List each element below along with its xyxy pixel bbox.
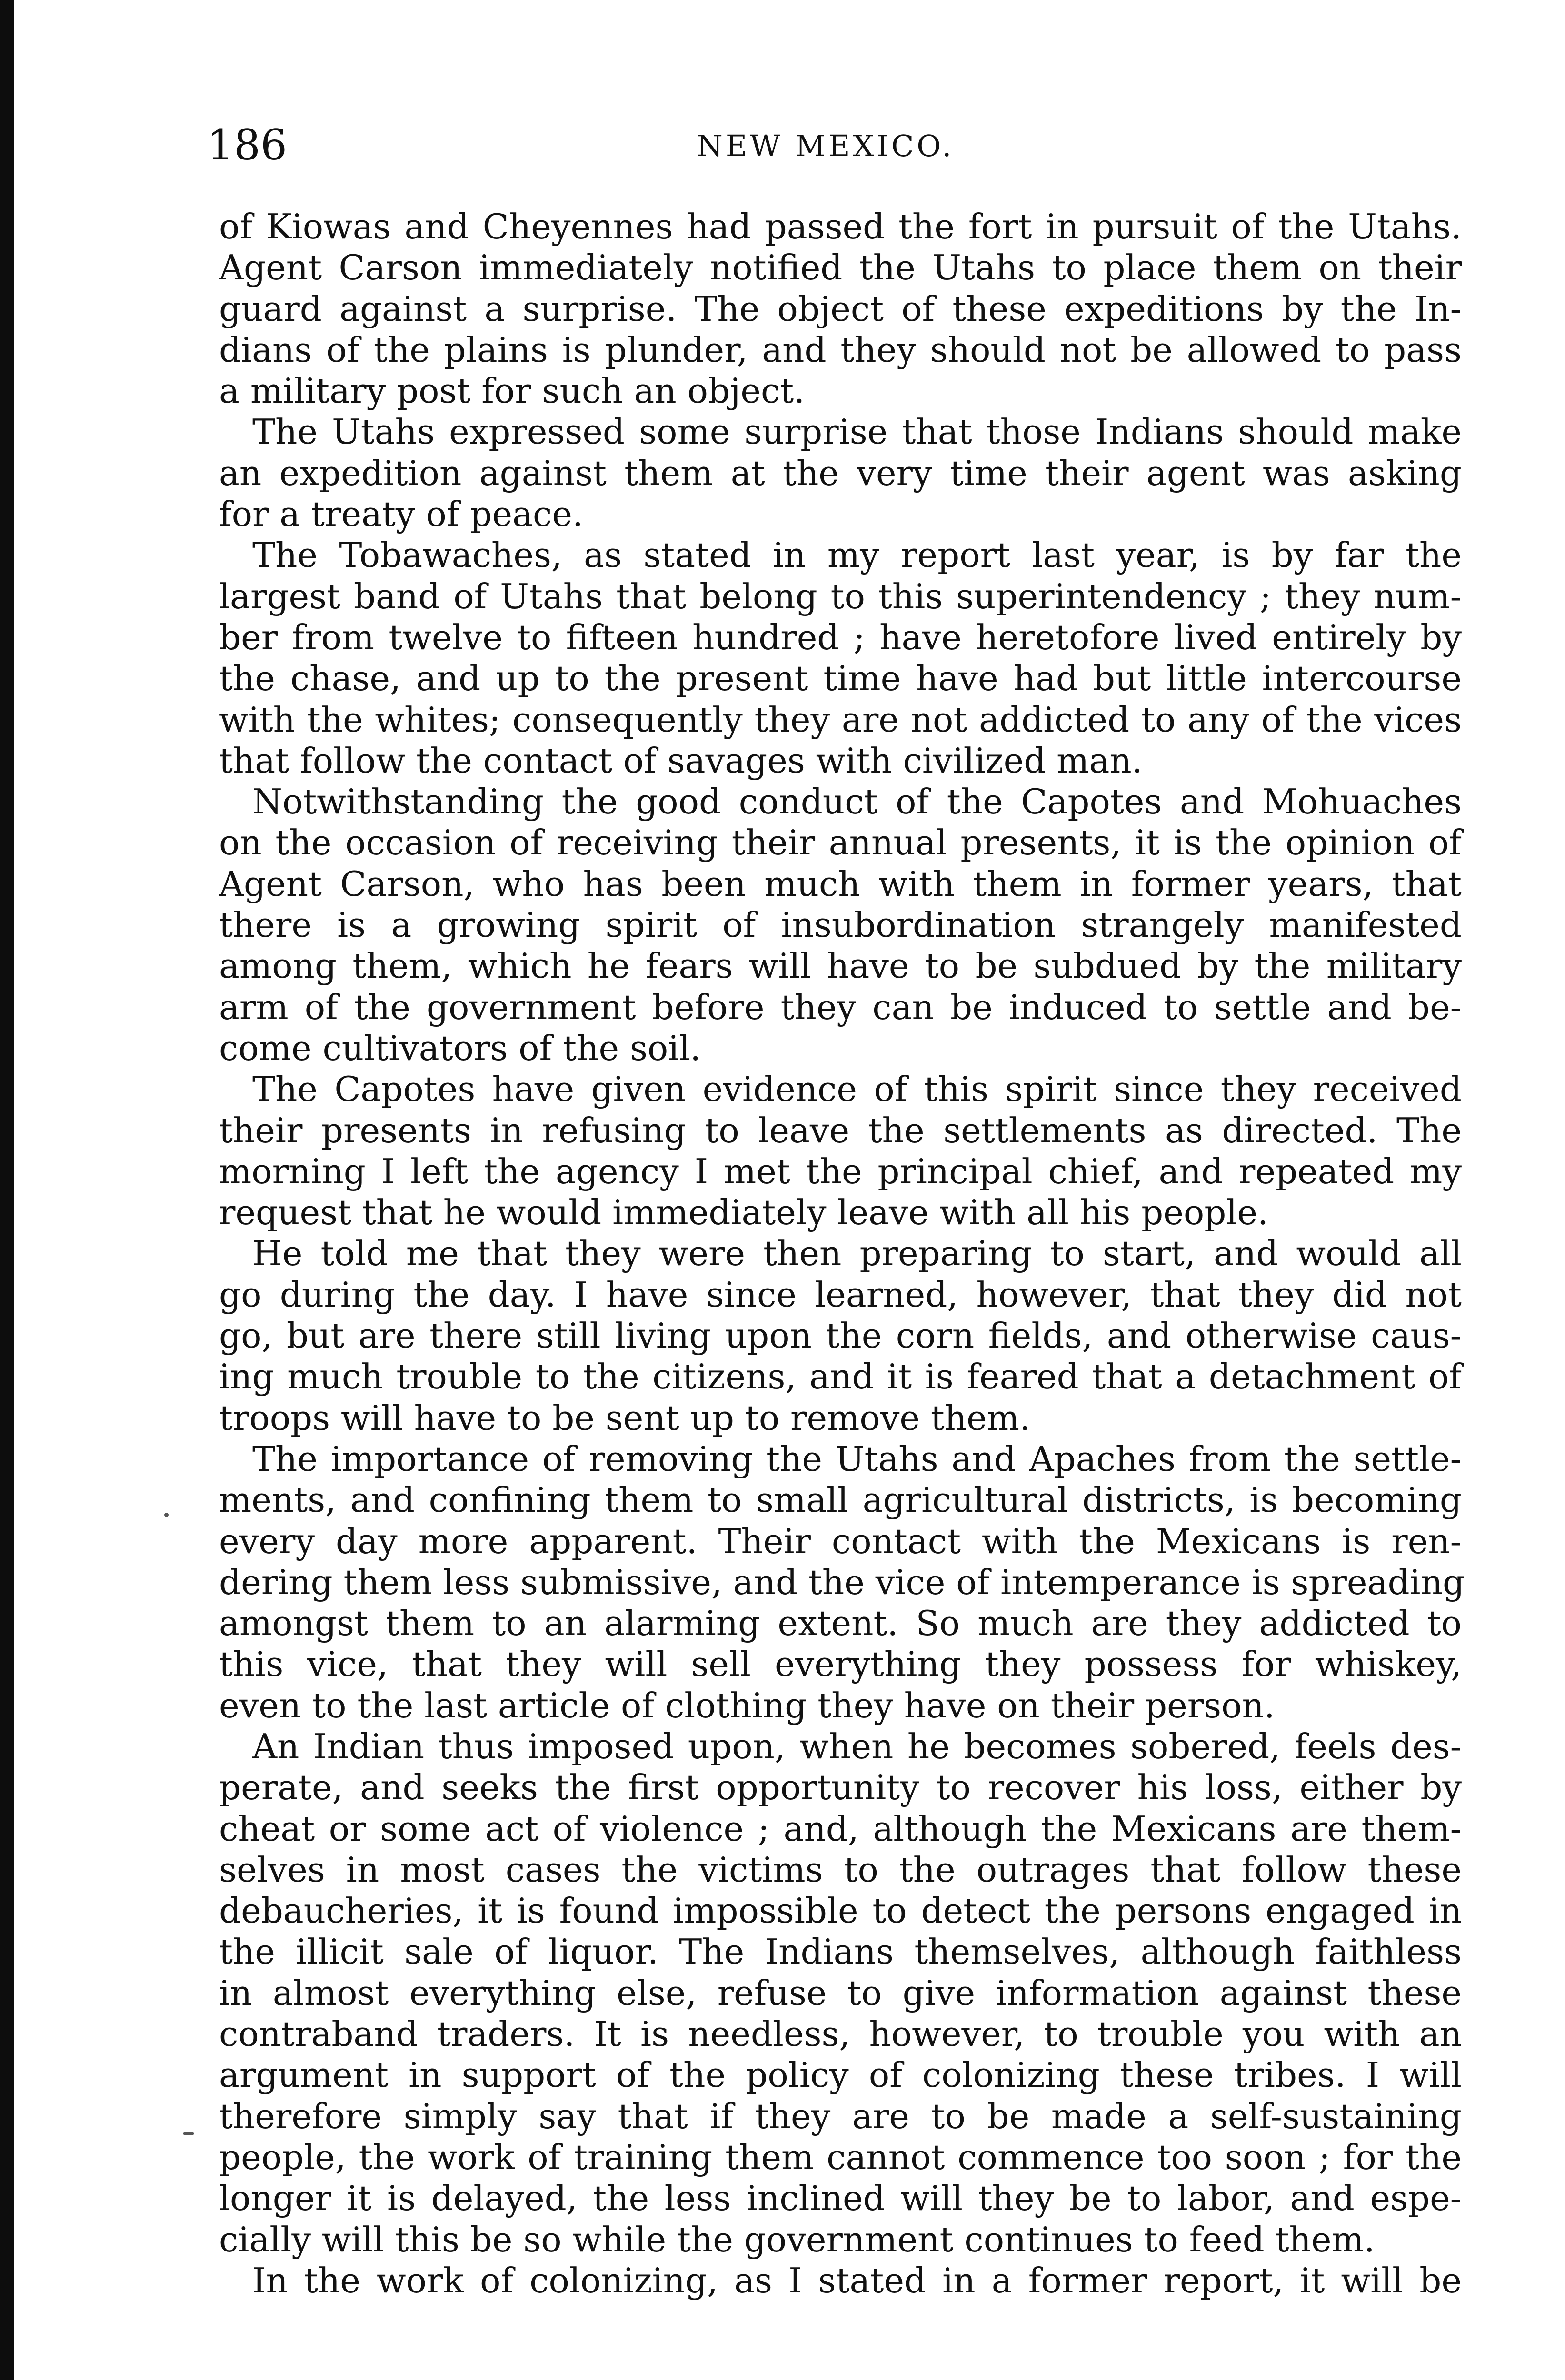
text-line: guard against a surprise. The object of these expeditions by the In- bbox=[219, 288, 1462, 329]
text-line: arm of the government before they can be induced to settle and be- bbox=[219, 987, 1462, 1027]
text-line: amongst them to an alarming extent. So much are they addicted to bbox=[219, 1603, 1462, 1644]
text-line: a military post for such an object. bbox=[219, 371, 805, 411]
body-text bbox=[219, 206, 1465, 2301]
text-line: an expedition against them at the very time their agent was asking bbox=[219, 453, 1462, 493]
text-line: Agent Carson immediately notified the Utahs to place them on their bbox=[219, 248, 1462, 288]
text-line: request that he would immediately leave with all his people. bbox=[219, 1192, 1268, 1233]
text-line: dians of the plains is plunder, and they should not be allowed to pass bbox=[219, 329, 1462, 370]
text-line: every day more apparent. Their contact with the Mexicans is ren- bbox=[219, 1521, 1462, 1561]
text-line: troops will have to be sent up to remove them. bbox=[219, 1398, 1030, 1438]
text-line: come cultivators of the soil. bbox=[219, 1028, 701, 1068]
text-line: dering them less submissive, and the vice of intemperance is spreading bbox=[219, 1562, 1465, 1602]
text-line: argument in support of the policy of colonizing these tribes. I will bbox=[219, 2055, 1462, 2095]
paragraph bbox=[219, 411, 1462, 535]
print-speck bbox=[183, 2132, 194, 2135]
text-line: ments, and confining them to small agricultural districts, is becoming bbox=[219, 1480, 1462, 1520]
text-line: people, the work of training them cannot commence too soon ; for the bbox=[219, 2137, 1462, 2177]
text-line: An Indian thus imposed upon, when he becomes sobered, feels des- bbox=[252, 1726, 1462, 1766]
book-page bbox=[14, 0, 1565, 2380]
text-line: there is a growing spirit of insubordination strangely manifested bbox=[219, 905, 1462, 945]
paragraph bbox=[219, 1438, 1465, 1726]
text-line: In the work of colonizing, as I stated in a former report, it will be bbox=[252, 2260, 1462, 2301]
text-line: cheat or some act of violence ; and, although the Mexicans are them- bbox=[219, 1808, 1462, 1849]
paragraph bbox=[219, 206, 1462, 411]
text-line: The Capotes have given evidence of this spirit since they received bbox=[252, 1069, 1462, 1110]
text-line: contraband traders. It is needless, however, to trouble you with an bbox=[219, 2014, 1462, 2054]
page-number: 186 bbox=[207, 120, 287, 169]
text-line: on the occasion of receiving their annual presents, it is the opinion of bbox=[219, 823, 1462, 863]
paragraph bbox=[219, 1726, 1462, 2260]
text-line: of Kiowas and Cheyennes had passed the fort in pursuit of the Utahs. bbox=[219, 207, 1462, 247]
paragraph bbox=[219, 781, 1462, 1069]
text-line: cially will this be so while the government continues to feed them. bbox=[219, 2219, 1375, 2260]
paragraph bbox=[219, 535, 1462, 781]
paragraph bbox=[219, 2260, 1462, 2301]
text-line: the illicit sale of liquor. The Indians themselves, although faithless bbox=[219, 1932, 1462, 1972]
text-line: The Utahs expressed some surprise that those Indians should make bbox=[252, 412, 1462, 452]
paragraph bbox=[219, 1233, 1462, 1438]
text-line: The importance of removing the Utahs and Apaches from the settle- bbox=[252, 1438, 1462, 1479]
print-speck bbox=[164, 1513, 169, 1517]
text-line: He told me that they were then preparing to start, and would all bbox=[252, 1233, 1462, 1274]
text-line: among them, which he fears will have to be subdued by the military bbox=[219, 946, 1462, 986]
text-line: even to the last article of clothing they have on their person. bbox=[219, 1685, 1275, 1726]
text-line: perate, and seeks the first opportunity to recover his loss, either by bbox=[219, 1767, 1462, 1808]
text-line: selves in most cases the victims to the outrages that follow these bbox=[219, 1849, 1462, 1890]
text-line: Agent Carson, who has been much with them in former years, that bbox=[219, 863, 1462, 904]
text-line: largest band of Utahs that belong to this superintendency ; they num- bbox=[219, 576, 1462, 616]
text-line: debaucheries, it is found impossible to detect the persons engaged in bbox=[219, 1891, 1462, 1931]
text-line: the chase, and up to the present time have had but little intercourse bbox=[219, 658, 1462, 699]
text-line: that follow the contact of savages with civilized man. bbox=[219, 740, 1143, 781]
text-line: Notwithstanding the good conduct of the Capotes and Mohuaches bbox=[252, 782, 1462, 822]
text-line: ing much trouble to the citizens, and it is feared that a detachment of bbox=[219, 1357, 1462, 1397]
text-line: go during the day. I have since learned, however, that they did not bbox=[219, 1274, 1462, 1315]
text-line: ber from twelve to fifteen hundred ; have heretofore lived entirely by bbox=[219, 617, 1462, 657]
text-line: their presents in refusing to leave the settlements as directed. The bbox=[219, 1110, 1462, 1150]
text-line: with the whites; consequently they are not addicted to any of the vices bbox=[219, 699, 1462, 740]
text-line: this vice, that they will sell everything they possess for whiskey, bbox=[219, 1644, 1462, 1685]
paragraph bbox=[219, 1069, 1462, 1233]
text-line: morning I left the agency I met the principal chief, and repeated my bbox=[219, 1151, 1462, 1191]
running-title: NEW MEXICO. bbox=[697, 129, 955, 163]
text-line: in almost everything else, refuse to give information against these bbox=[219, 1973, 1462, 2013]
page-header bbox=[207, 121, 1444, 178]
text-line: longer it is delayed, the less inclined will they be to labor, and espe- bbox=[219, 2178, 1462, 2219]
text-line: therefore simply say that if they are to be made a self-sustaining bbox=[219, 2096, 1462, 2136]
text-line: The Tobawaches, as stated in my report last year, is by far the bbox=[252, 535, 1462, 575]
text-line: for a treaty of peace. bbox=[219, 494, 583, 535]
text-line: go, but are there still living upon the corn fields, and otherwise caus- bbox=[219, 1316, 1462, 1356]
